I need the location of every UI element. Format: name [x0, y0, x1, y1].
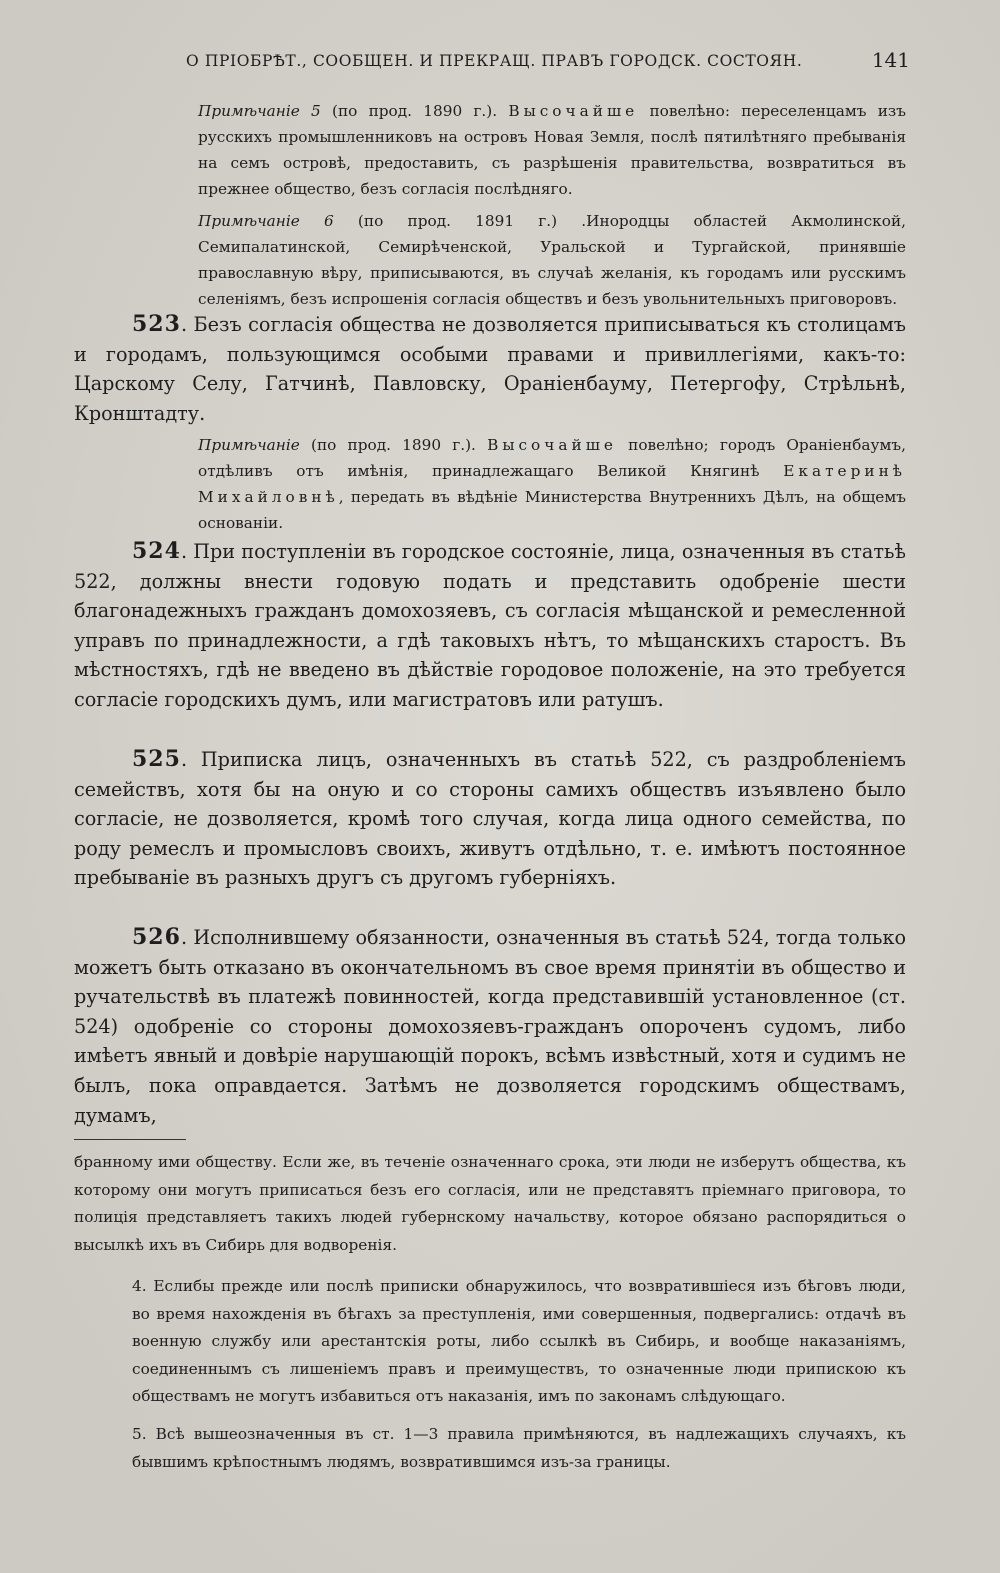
article-524 — [74, 537, 906, 715]
note-5-text: повелѣно: переселенцамъ изъ русскихъ промышленниковъ на островъ Новая Земля, послѣ пятилѣтняго пребыванія на семъ островѣ, предоставить, съ разрѣшенія правительства, возвратиться въ прежнее общество, безъ согласія послѣдняго. — [198, 102, 906, 198]
note-523-emphasis: Высочайше — [487, 436, 617, 454]
article-525-text: . Приписка лицъ, означенныхъ въ статьѣ 522, съ раздробленіемъ семействъ, хотя бы на оную и со стороны самихъ обществъ изъявлено было согласіе, не дозволяется, кромѣ того случая, когда лица одного семейства, по роду ремеслъ и промысловъ своихъ, живутъ отдѣльно, т. е. имѣютъ постоянное пребываніе въ разныхъ другъ съ другомъ губерніяхъ. — [74, 748, 906, 890]
running-header — [186, 46, 910, 76]
note-6 — [74, 208, 906, 312]
footnote-rule — [74, 1139, 186, 1140]
footnote-item-5 — [74, 1421, 906, 1476]
note-5-label: Примѣчаніе 5 — [198, 102, 321, 120]
article-526 — [74, 923, 906, 1130]
note-5-source: (по прод. 1890 г.). — [320, 102, 509, 120]
note-523-text-1: повелѣно; городъ Ораніенбаумъ, отдѣливъ отъ имѣнія, принадлежащаго Великой Княгинѣ — [198, 436, 906, 480]
footnote-continued-text: бранному ими обществу. Если же, въ теченіе означеннаго срока, эти люди не изберутъ общества, къ которому они могутъ приписаться безъ его согласія, или не представятъ пріемнаго приговора, то полиція представляетъ такихъ людей губернскому начальству, которое обязано распорядиться о высылкѣ ихъ въ Сибирь для водворенія. — [74, 1153, 906, 1254]
footnote-continued — [74, 1149, 906, 1259]
footnote-item-4-text: 4. Еслибы прежде или послѣ приписки обнаружилось, что возвратившіеся изъ бѣговъ люди, во время нахожденія въ бѣгахъ за преступленія, ими совершенныя, подвергались: отдачѣ въ военную службу или арестантскія роты, либо ссылкѣ въ Сибирь, и вообще наказаніямъ, соединеннымъ съ лишеніемъ правъ и преимуществъ, то означенные люди припискою къ обществамъ не могутъ избавиться отъ наказанія, имъ по законамъ слѣдующаго. — [132, 1277, 906, 1406]
article-523-text: . Безъ согласія общества не дозволяется приписываться къ столицамъ и городамъ, пользующимся особыми правами и привиллегіями, какъ-то: Царскому Селу, Гатчинѣ, Павловску, Ораніенбауму, Петергофу, Стрѣльнѣ, Кронштадту. — [74, 313, 906, 425]
article-525 — [74, 745, 906, 893]
article-526-text: . Исполнившему обязанности, означенныя въ статьѣ 524, тогда только можетъ быть отказано въ окончательномъ въ свое время принятіи въ общество и ручательствѣ въ платежѣ повинностей, когда представившій установленное (ст. 524) одобреніе со стороны домохозяевъ-гражданъ опороченъ судомъ, либо имѣетъ явный и довѣріе нарушающій порокъ, всѣмъ извѣстный, хотя и судимъ не былъ, пока оправдается. Затѣмъ не дозволяется городскимъ обществамъ, думамъ, — [74, 926, 906, 1127]
article-523-number: 523 — [132, 311, 181, 337]
note-6-text: (по прод. 1891 г.) .Инородцы областей Акмолинской, Семипалатинской, Семирѣченской, Уральской и Тургайской, принявшіе православную вѣру, приписываются, въ случаѣ желанія, къ городамъ или русскимъ селеніямъ, безъ испрошенія согласія обществъ и безъ увольнительныхъ приговоровъ. — [198, 212, 906, 308]
article-524-number: 524 — [132, 538, 181, 564]
note-523-source: (по прод. 1890 г.). — [299, 436, 488, 454]
note-5-emphasis: Высочайше — [508, 102, 639, 120]
footnote-item-4 — [74, 1273, 906, 1411]
note-523 — [74, 432, 906, 536]
note-5 — [74, 98, 906, 202]
page-number: 141 — [871, 48, 910, 72]
header-title: О ПРІОБРѢТ., СООБЩЕН. И ПРЕКРАЩ. ПРАВЪ ГОРОДСК. СОСТОЯН. — [186, 52, 803, 70]
article-525-number: 525 — [132, 746, 181, 772]
article-524-text: . При поступленіи въ городское состояніе, лица, означенныя въ статьѣ 522, должны внести годовую подать и представить одобреніе шести благонадежныхъ гражданъ домохозяевъ, съ согласія мѣщанской и ремесленной управъ по принадлежности, а гдѣ таковыхъ нѣтъ, то мѣщанскихъ старостъ. Въ мѣстностяхъ, гдѣ не введено въ дѣйствіе городовое положеніе, на это требуется согласіе городскихъ думъ, или магистратовъ или ратушъ. — [74, 540, 906, 711]
note-523-label: Примѣчаніе — [198, 436, 300, 454]
article-523 — [74, 310, 906, 428]
note-523-name: Екатеринѣ Михайловнѣ — [198, 462, 906, 506]
note-6-label: Примѣчаніе 6 — [198, 212, 334, 230]
article-526-number: 526 — [132, 924, 181, 950]
footnote-item-5-text: 5. Всѣ вышеозначенныя въ ст. 1—3 правила примѣняются, въ надлежащихъ случаяхъ, къ бывшимъ крѣпостнымъ людямъ, возвратившимся изъ-за границы. — [132, 1425, 906, 1471]
note-523-text-2: , передать въ вѣдѣніе Министерства Внутреннихъ Дѣлъ, на общемъ основаніи. — [198, 488, 906, 532]
